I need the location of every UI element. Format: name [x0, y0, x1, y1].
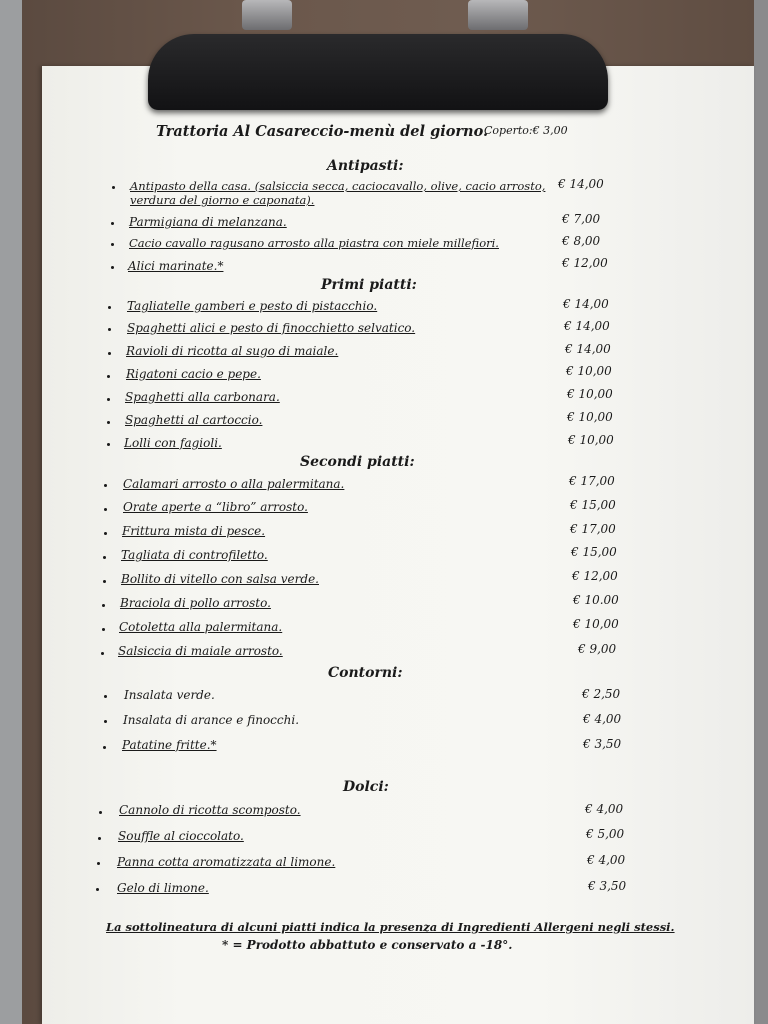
bullet [103, 746, 106, 749]
clip-hinge-right [468, 0, 528, 30]
menu-item-name: Ravioli di ricotta al sugo di maiale. [126, 344, 339, 358]
menu-item-name: Insalata verde. [124, 688, 215, 702]
menu-item-price: € 10,00 [568, 433, 614, 447]
bullet [104, 508, 107, 511]
clipboard-clip [148, 34, 608, 110]
menu-item-price: € 4,00 [587, 853, 626, 867]
menu-item-price: € 4,00 [585, 802, 624, 816]
bullet [99, 811, 102, 814]
menu-item-name: Salsiccia di maiale arrosto. [118, 644, 283, 658]
menu-item-name: Calamari arrosto o alla palermitana. [123, 477, 345, 491]
menu-item-price: € 12,00 [562, 256, 608, 270]
menu-item-price: € 17,00 [570, 522, 616, 536]
menu-item-price: € 10.00 [573, 593, 619, 607]
menu-item-name: Tagliatelle gamberi e pesto di pistacchio. [127, 299, 378, 313]
bullet [111, 222, 114, 225]
bullet [102, 628, 105, 631]
section-dolci: Dolci: [343, 779, 389, 795]
section-primi: Primi piatti: [321, 277, 417, 293]
menu-item-price: € 3,50 [583, 737, 622, 751]
menu-item-price: € 7,00 [562, 212, 601, 226]
menu-item-name: Braciola di pollo arrosto. [120, 596, 271, 610]
menu-item-price: € 14,00 [564, 319, 610, 333]
menu-item-price: € 10,00 [567, 387, 613, 401]
menu-item-price: € 10,00 [567, 410, 613, 424]
menu-item-name: Panna cotta aromatizzata al limone. [117, 855, 336, 869]
section-contorni: Contorni: [328, 665, 403, 681]
menu-item-name: Cannolo di ricotta scomposto. [119, 803, 301, 817]
bullet [102, 604, 105, 607]
bullet [98, 837, 101, 840]
menu-item-price: € 17,00 [569, 474, 615, 488]
menu-item-name: Lolli con fagioli. [124, 436, 222, 450]
section-secondi: Secondi piatti: [300, 454, 415, 470]
bullet [103, 556, 106, 559]
bullet [104, 484, 107, 487]
coperto-charge: Coperto:€ 3,00 [484, 124, 568, 137]
bullet [97, 862, 100, 865]
menu-title: Trattoria Al Casareccio-menù del giorno. [156, 123, 489, 140]
menu-item-name: Antipasto della casa. (salsiccia secca, caciocavallo, olive, cacio arrosto, [130, 179, 546, 193]
menu-item-price: € 12,00 [572, 569, 618, 583]
menu-item-name: Parmigiana di melanzana. [129, 215, 287, 229]
menu-item-name: Spaghetti al cartoccio. [125, 413, 263, 427]
menu-item-name: Cacio cavallo ragusano arrosto alla piastra con miele millefiori. [129, 236, 499, 250]
frozen-note: * = Prodotto abbattuto e conservato a -18°. [222, 938, 513, 952]
bullet [111, 266, 114, 269]
section-antipasti: Antipasti: [327, 158, 404, 174]
bullet [108, 306, 111, 309]
bullet [111, 243, 114, 246]
menu-item-price: € 5,00 [586, 827, 625, 841]
bullet [103, 580, 106, 583]
bullet [108, 328, 111, 331]
menu-item-name: Tagliata di controfiletto. [121, 548, 268, 562]
menu-item-price: € 4,00 [583, 712, 622, 726]
bullet [107, 421, 110, 424]
menu-item-name: Rigatoni cacio e pepe. [126, 367, 261, 381]
menu-item-name: Patatine fritte.* [122, 738, 217, 752]
menu-item-name: Orate aperte a “libro” arrosto. [123, 500, 308, 514]
bullet [107, 398, 110, 401]
bullet [104, 532, 107, 535]
menu-item-price: € 2,50 [582, 687, 621, 701]
bullet [112, 186, 115, 189]
menu-item-name: Gelo di limone. [117, 881, 209, 895]
bullet [107, 443, 110, 446]
bullet [104, 720, 107, 723]
clip-hinge-left [242, 0, 292, 30]
menu-item-name: Bollito di vitello con salsa verde. [121, 572, 319, 586]
menu-item-price: € 9,00 [578, 642, 617, 656]
menu-item-name: Insalata di arance e finocchi. [123, 713, 300, 727]
menu-item-name: Alici marinate.* [128, 259, 224, 273]
menu-item-name: Frittura mista di pesce. [122, 524, 266, 538]
menu-item-price: € 15,00 [570, 498, 616, 512]
bullet [96, 888, 99, 891]
bullet [108, 352, 111, 355]
menu-item-name: Spaghetti alla carbonara. [125, 390, 280, 404]
menu-item-name: Spaghetti alici e pesto di finocchietto selvatico. [127, 321, 416, 335]
bullet [101, 652, 104, 655]
allergen-note: La sottolineatura di alcuni piatti indica la presenza di Ingredienti Allergeni negli stessi. [106, 920, 675, 934]
menu-item-price: € 14,00 [558, 177, 604, 191]
menu-item-name: Cotoletta alla palermitana. [119, 620, 283, 634]
menu-item-price: € 10,00 [566, 364, 612, 378]
menu-item-price: € 8,00 [562, 234, 601, 248]
menu-item-price: € 14,00 [563, 297, 609, 311]
menu-item-price: € 15,00 [571, 545, 617, 559]
bullet [104, 695, 107, 698]
menu-item-name-cont: verdura del giorno e caponata). [130, 193, 315, 207]
menu-item-price: € 14,00 [565, 342, 611, 356]
menu-item-price: € 3,50 [588, 879, 627, 893]
menu-item-price: € 10,00 [573, 617, 619, 631]
menu-item-name: Souffle al cioccolato. [118, 829, 244, 843]
bullet [107, 375, 110, 378]
